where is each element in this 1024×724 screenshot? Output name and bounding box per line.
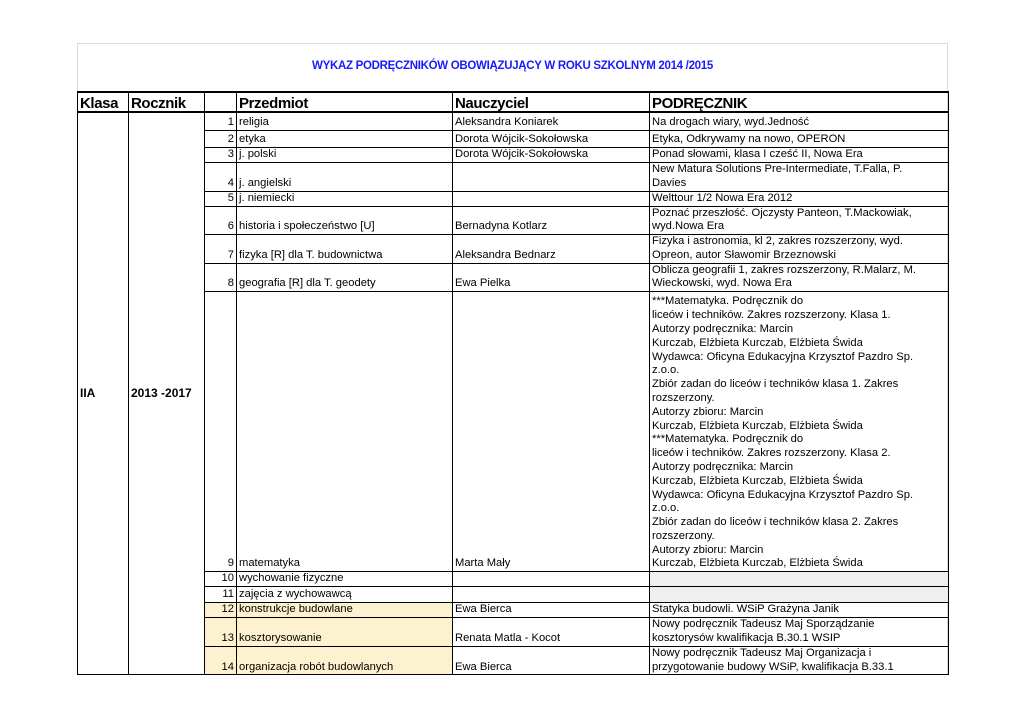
- row-number: 5: [205, 191, 237, 206]
- teacher-cell: Dorota Wójcik-Sokołowska: [453, 130, 650, 147]
- row-number: 2: [205, 130, 237, 147]
- klasa-cell: IIA: [78, 112, 129, 675]
- teacher-cell: [453, 191, 650, 206]
- teacher-cell: Ewa Pielka: [453, 263, 650, 292]
- table-row: [78, 292, 949, 572]
- table-row: [78, 618, 949, 647]
- book-cell: Oblicza geografii 1, zakres rozszerzony, R.Malarz, M. Wieckowski, wyd. Nowa Era: [650, 263, 949, 292]
- table-row: [78, 206, 949, 235]
- teacher-cell: Marta Mały: [453, 292, 650, 572]
- rocznik-cell: 2013 -2017: [129, 112, 205, 675]
- teacher-cell: Bernadyna Kotlarz: [453, 206, 650, 235]
- row-number: 11: [205, 587, 237, 603]
- teacher-cell: Ewa Bierca: [453, 646, 650, 675]
- subject-cell: geografia [R] dla T. geodety: [237, 263, 453, 292]
- book-cell: [650, 572, 949, 587]
- subject-cell: wychowanie fizyczne: [237, 572, 453, 587]
- row-number: 7: [205, 235, 237, 264]
- subject-cell: historia i społeczeństwo [U]: [237, 206, 453, 235]
- row-number: 12: [205, 603, 237, 618]
- book-cell: Fizyka i astronomia, kl 2, zakres rozszerzony, wyd. Opreon, autor Sławomir Brzeznowski: [650, 235, 949, 264]
- book-cell: Statyka budowli. WSiP Grażyna Janik: [650, 603, 949, 618]
- row-number: 14: [205, 646, 237, 675]
- teacher-cell: [453, 587, 650, 603]
- subject-cell: religia: [237, 112, 453, 130]
- table-row: [78, 263, 949, 292]
- table-row: [78, 162, 949, 191]
- subject-cell: j. niemiecki: [237, 191, 453, 206]
- table-row: [78, 112, 949, 130]
- teacher-cell: Aleksandra Bednarz: [453, 235, 650, 264]
- book-cell: Etyka, Odkrywamy na nowo, OPERON: [650, 130, 949, 147]
- row-number: 13: [205, 618, 237, 647]
- book-cell: Na drogach wiary, wyd.Jedność: [650, 112, 949, 130]
- header-podrecznik: PODRĘCZNIK: [650, 92, 949, 112]
- teacher-cell: [453, 572, 650, 587]
- row-number: 8: [205, 263, 237, 292]
- table-row: [78, 130, 949, 147]
- book-cell: ***Matematyka. Podręcznik do liceów i techników. Zakres rozszerzony. Klasa 1. Autorzy podręcznika: Marcin Kurczab, Elżbieta Kurczab, Elżbieta Świda Wydawca: Oficyna Edukacyjna Krzysztof Pazdro Sp. z.o.o. Zbiór zadan do liceów i techników klasa 1. Zakres rozszerzony. Autorzy zbioru: Marcin Kurczab, Elżbieta Kurczab, Elżbieta Świda ***Matematyka. Podręcznik do liceów i techników. Zakres rozszerzony. Klasa 2. Autorzy podręcznika: Marcin Kurczab, Elżbieta Kurczab, Elżbieta Świda Wydawca: Oficyna Edukacyjna Krzysztof Pazdro Sp. z.o.o. Zbiór zadan do liceów i techników klasa 2. Zakres rozszerzony. Autorzy zbioru: Marcin Kurczab, Elżbieta Kurczab, Elżbieta Świda: [650, 292, 949, 572]
- header-number: [205, 92, 237, 112]
- teacher-cell: [453, 162, 650, 191]
- header-row: [78, 92, 949, 112]
- page-title: WYKAZ PODRĘCZNIKÓW OBOWIĄZUJĄCY W ROKU SZKOLNYM 2014 /2015: [312, 60, 713, 72]
- table-row: [78, 603, 949, 618]
- row-number: 4: [205, 162, 237, 191]
- teacher-cell: Renata Matla - Kocot: [453, 618, 650, 647]
- book-cell: Ponad słowami, klasa I cześć II, Nowa Era: [650, 147, 949, 162]
- table-row: [78, 587, 949, 603]
- subject-cell: zajęcia z wychowawcą: [237, 587, 453, 603]
- book-cell: New Matura Solutions Pre-Intermediate, T.Falla, P. Davies: [650, 162, 949, 191]
- header-nauczyciel: Nauczyciel: [453, 92, 650, 112]
- row-number: 6: [205, 206, 237, 235]
- table-row: [78, 235, 949, 264]
- row-number: 9: [205, 292, 237, 572]
- subject-cell: matematyka: [237, 292, 453, 572]
- row-number: 3: [205, 147, 237, 162]
- row-number: 10: [205, 572, 237, 587]
- subject-cell: j. angielski: [237, 162, 453, 191]
- book-cell: [650, 587, 949, 603]
- header-rocznik: Rocznik: [129, 92, 205, 112]
- header-przedmiot: Przedmiot: [237, 92, 453, 112]
- header-klasa: Klasa: [78, 92, 129, 112]
- textbook-table: [77, 91, 949, 675]
- teacher-cell: Aleksandra Koniarek: [453, 112, 650, 130]
- table-row: [78, 191, 949, 206]
- subject-cell: j. polski: [237, 147, 453, 162]
- subject-cell: konstrukcje budowlane: [237, 603, 453, 618]
- subject-cell: fizyka [R] dla T. budownictwa: [237, 235, 453, 264]
- book-cell: Nowy podręcznik Tadeusz Maj Organizacja i przygotowanie budowy WSiP, kwalifikacja B.33.1: [650, 646, 949, 675]
- table-row: [78, 572, 949, 587]
- subject-cell: organizacja robót budowlanych: [237, 646, 453, 675]
- table-row: [78, 147, 949, 162]
- subject-cell: kosztorysowanie: [237, 618, 453, 647]
- teacher-cell: Dorota Wójcik-Sokołowska: [453, 147, 650, 162]
- teacher-cell: Ewa Bierca: [453, 603, 650, 618]
- book-cell: Welttour 1/2 Nowa Era 2012: [650, 191, 949, 206]
- book-cell: Poznać przeszłość. Ojczysty Panteon, T.Mackowiak, wyd.Nowa Era: [650, 206, 949, 235]
- row-number: 1: [205, 112, 237, 130]
- book-cell: Nowy podręcznik Tadeusz Maj Sporządzanie kosztorysów kwalifikacja B.30.1 WSIP: [650, 618, 949, 647]
- table-row: [78, 646, 949, 675]
- subject-cell: etyka: [237, 130, 453, 147]
